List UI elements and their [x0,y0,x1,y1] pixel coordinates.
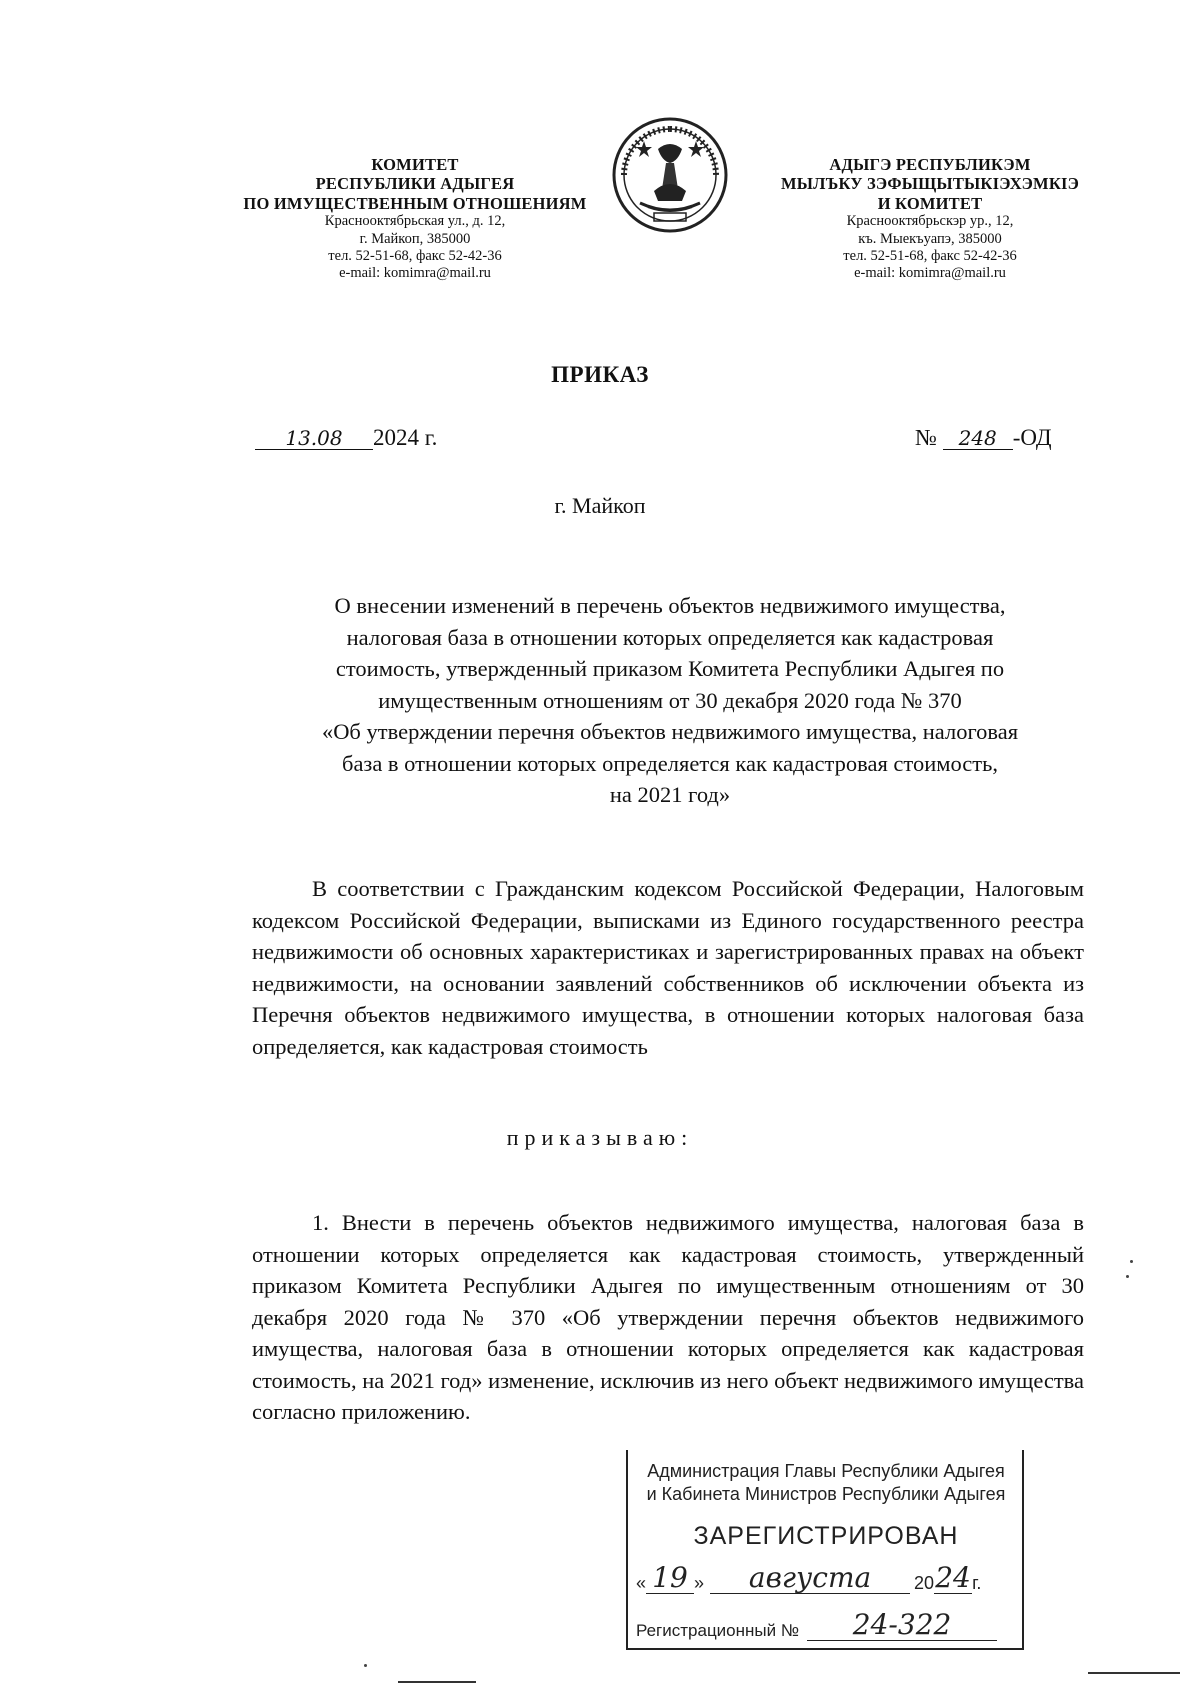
number-prefix: № [915,425,937,450]
stamp-org-line1: Администрация Главы Республики Адыгея [647,1461,1005,1481]
order-subject [250,590,1090,811]
header-left-phone: тел. 52-51-68, факс 52-42-36 [328,247,502,264]
header-right-phone: тел. 52-51-68, факс 52-42-36 [843,247,1017,264]
stamp-status: ЗАРЕГИСТРИРОВАН [693,1522,959,1550]
city: г. Майкоп [554,493,646,518]
subject-line: О внесении изменений в перечень объектов недвижимого имущества, [334,593,1006,618]
header-right-address1: Краснооктябрьскэр ур., 12, [846,213,1014,230]
header-left-line3: ПО ИМУЩЕСТВЕННЫМ ОТНОШЕНИЯМ [243,193,587,213]
stamp-year-prefix: 20 [914,1573,935,1593]
stamp-reg-label: Регистрационный № [636,1621,800,1640]
date-year: 2024 г. [373,425,438,450]
number-suffix: -ОД [1012,425,1052,450]
scan-speck [364,1664,367,1667]
stamp-year-suffix: г. [972,1573,982,1593]
header-left [205,155,625,282]
stamp-reg-number-row [636,1610,1016,1641]
order-number [915,425,1052,451]
stamp-day-close: » [694,1573,705,1593]
header-left-line1: КОМИТЕТ [371,155,459,174]
stamp-month: августа [710,1563,910,1594]
header-left-line2: РЕСПУБЛИКИ АДЫГЕЯ [315,174,515,194]
handwritten-date: 13.08 [255,427,373,450]
order-date [255,425,437,451]
document-title: ПРИКАЗ [551,362,649,387]
subject-line: стоимость, утвержденный приказом Комитета Республики Адыгея по [335,656,1005,681]
order-word: приказываю: [506,1125,694,1150]
subject-line: налоговая база в отношении которых определяется как кадастровая [346,624,994,650]
header-right-email: e-mail: komimra@mail.ru [854,264,1006,281]
subject-line: имущественным отношениям от 30 декабря 2020 года № 370 [378,687,962,713]
stamp-day: 19 [646,1563,694,1594]
stamp-year: 24 [935,1561,971,1594]
subject-line: «Об утверждении перечня объектов недвижимого имущества, налоговая [321,719,1019,744]
stamp-date [636,1563,1016,1594]
subject-line: база в отношении которых определяется как кадастровая стоимость, [342,750,998,776]
header-right-line1: АДЫГЭ РЕСПУБЛИКЭМ [829,155,1031,174]
scan-rule [1088,1672,1180,1674]
header-left-address1: Краснооктябрьская ул., д. 12, [324,213,506,230]
handwritten-number: 248 [943,427,1013,450]
scan-speck [1130,1260,1133,1263]
header-right-address2: къ. Мыекъуапэ, 385000 [858,230,1002,247]
header-right-line3: И КОМИТЕТ [877,193,983,213]
preamble-paragraph: В соответствии с Гражданским кодексом Российской Федерации, Налоговым кодексом Российской Федерации, выписками из Единого государственного реестра недвижимости об основных характеристиках и зарегистрированных правах на объект недвижимости, на основании заявлений собственников об исключении объекта из Перечня объектов недвижимого имущества, в отношении которых налоговая база определяется, как кадастровая стоимость [252,876,1084,1059]
header-left-address2: г. Майкоп, 385000 [359,230,471,247]
subject-line: на 2021 год» [609,782,731,807]
header-right [760,155,1100,282]
header-left-email: e-mail: komimra@mail.ru [339,264,491,281]
registration-stamp [626,1450,1024,1650]
stamp-org-line2: и Кабинета Министров Республики Адыгея [646,1484,1006,1504]
adygea-coat-of-arms-icon [610,115,730,235]
stamp-day-open: « [636,1573,647,1593]
scan-rule [398,1681,476,1683]
header-right-line2: МЫЛЪКУ ЗЭФЫЩЫТЫКIЭХЭМКIЭ [780,174,1080,194]
order-item-1: 1. Внести в перечень объектов недвижимого имущества, налоговая база в отношении которых определяется как кадастровая стоимость, утвержденный приказом Комитета Республики Адыгея по имущественным отношениям от 30 декабря 2020 года № 370 «Об утверждении перечня объектов недвижимого имущества, налоговая база в отношении которых определяется как кадастровая стоимость, на 2021 год» изменение, исключив из него объект недвижимого имущества согласно приложению. [252,1210,1084,1424]
stamp-reg-number: 24-322 [807,1610,997,1641]
scan-speck [1126,1275,1129,1278]
